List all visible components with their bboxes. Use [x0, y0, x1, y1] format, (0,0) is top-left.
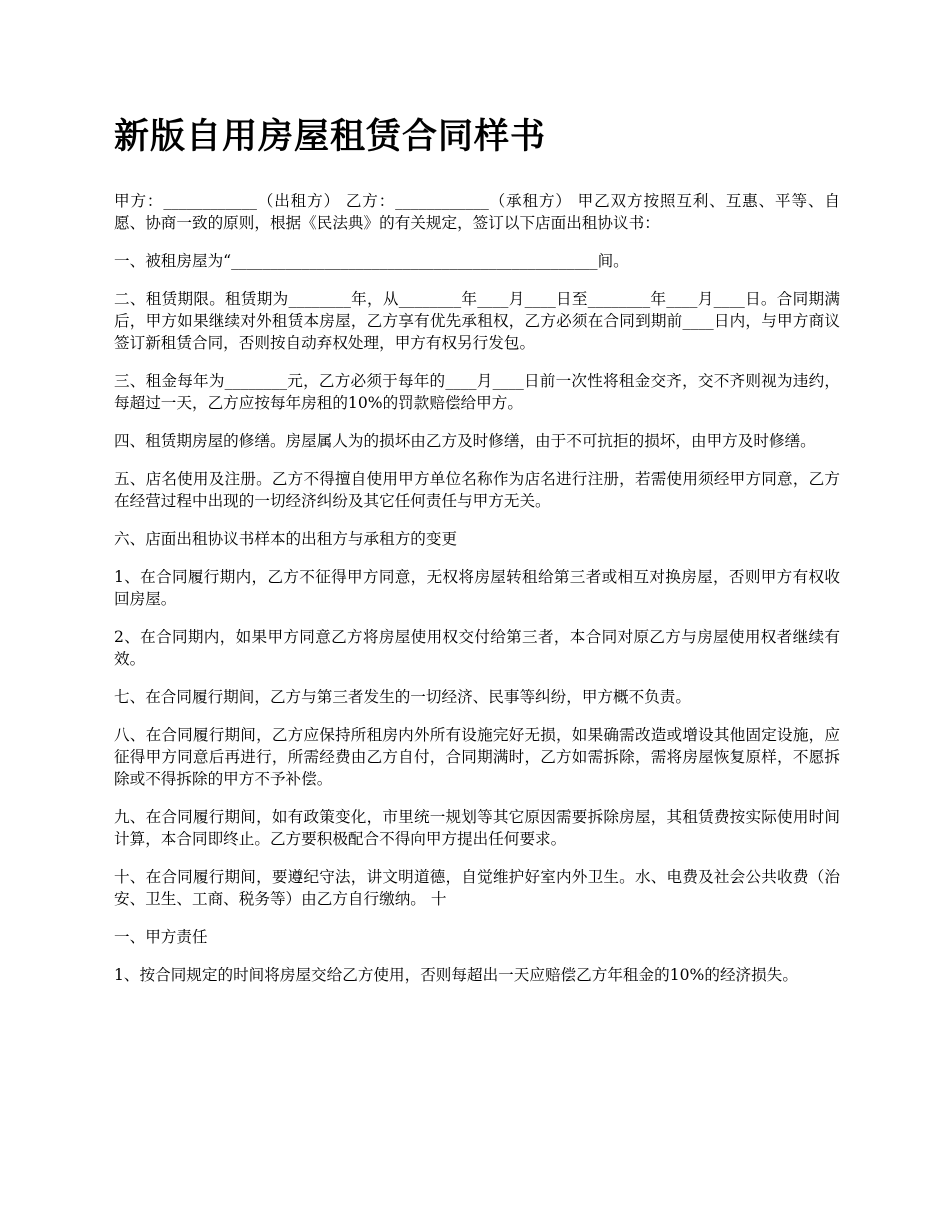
paragraph-clause-7-disputes: 七、在合同履行期间，乙方与第三者发生的一切经济、民事等纠纷，甲方概不负责。	[114, 688, 691, 706]
paragraph-clause-9-demolition: 九、在合同履行期间，如有政策变化，市里统一规划等其它原因需要拆除房屋，其租赁费按实际使用时间计算，本合同即终止。乙方要积极配合不得向甲方提出任何要求。	[114, 808, 840, 848]
paragraph-clause-11-item-1: 1、按合同规定的时间将房屋交给乙方使用，否则每超出一天应赔偿乙方年租金的10%的经济损失。	[114, 966, 798, 984]
paragraph-parties: 甲方：____________（出租方） 乙方：____________（承租方） 甲乙双方按照互利、互惠、平等、自愿、协商一致的原则，根据《民法典》的有关规定，签订以下店面出租协议书：	[114, 192, 840, 232]
paragraph-clause-3-rent: 三、租金每年为________元，乙方必须于每年的____月____日前一次性将租金交齐，交不齐则视为违约，每超过一天，乙方应按每年房租的10%的罚款赔偿给甲方。	[114, 372, 840, 412]
paragraph-clause-6-item-2: 2、在合同期内，如果甲方同意乙方将房屋使用权交付给第三者，本合同对原乙方与房屋使用权者继续有效。	[114, 628, 840, 668]
document-title: 新版自用房屋租赁合同样书	[114, 116, 547, 157]
paragraph-clause-11-lessor-duties: 一、甲方责任	[114, 928, 208, 946]
paragraph-clause-5-store-name: 五、店名使用及注册。乙方不得擅自使用甲方单位名称作为店名进行注册，若需使用须经甲方同意，乙方在经营过程中出现的一切经济纠纷及其它任何责任与甲方无关。	[114, 470, 840, 510]
document-page	[114, 112, 840, 1002]
paragraph-clause-8-facilities: 八、在合同履行期间，乙方应保持所租房内外所有设施完好无损，如果确需改造或增设其他固定设施，应征得甲方同意后再进行，所需经费由乙方自付，合同期满时，乙方如需拆除，需将房屋恢复原样，不愿拆除或不得拆除的甲方不予补偿。	[114, 726, 840, 788]
paragraph-clause-6-item-1: 1、在合同履行期内，乙方不征得甲方同意，无权将房屋转租给第三者或相互对换房屋，否则甲方有权收回房屋。	[114, 568, 840, 608]
paragraph-clause-2-term: 二、租赁期限。租赁期为________年，从________年____月____日至________年____月____日。合同期满后，甲方如果继续对外租赁本房屋，乙方享有优先承租权，乙方必须在合同到期前____日内，与甲方商议签订新租赁合同，否则按自动弃权处理，甲方有权另行发包。	[114, 290, 840, 352]
paragraph-clause-10-conduct: 十、在合同履行期间，要遵纪守法，讲文明道德，自觉维护好室内外卫生。水、电费及社会公共收费（治安、卫生、工商、税务等）由乙方自行缴纳。 十	[114, 868, 840, 908]
paragraph-clause-6-change: 六、店面出租协议书样本的出租方与承租方的变更	[114, 530, 458, 548]
paragraph-clause-1-premises: 一、被租房屋为“_______________________________________________间。	[114, 252, 629, 270]
paragraph-clause-4-repairs: 四、租赁期房屋的修缮。房屋属人为的损坏由乙方及时修缮，由于不可抗拒的损坏，由甲方及时修缮。	[114, 432, 816, 450]
